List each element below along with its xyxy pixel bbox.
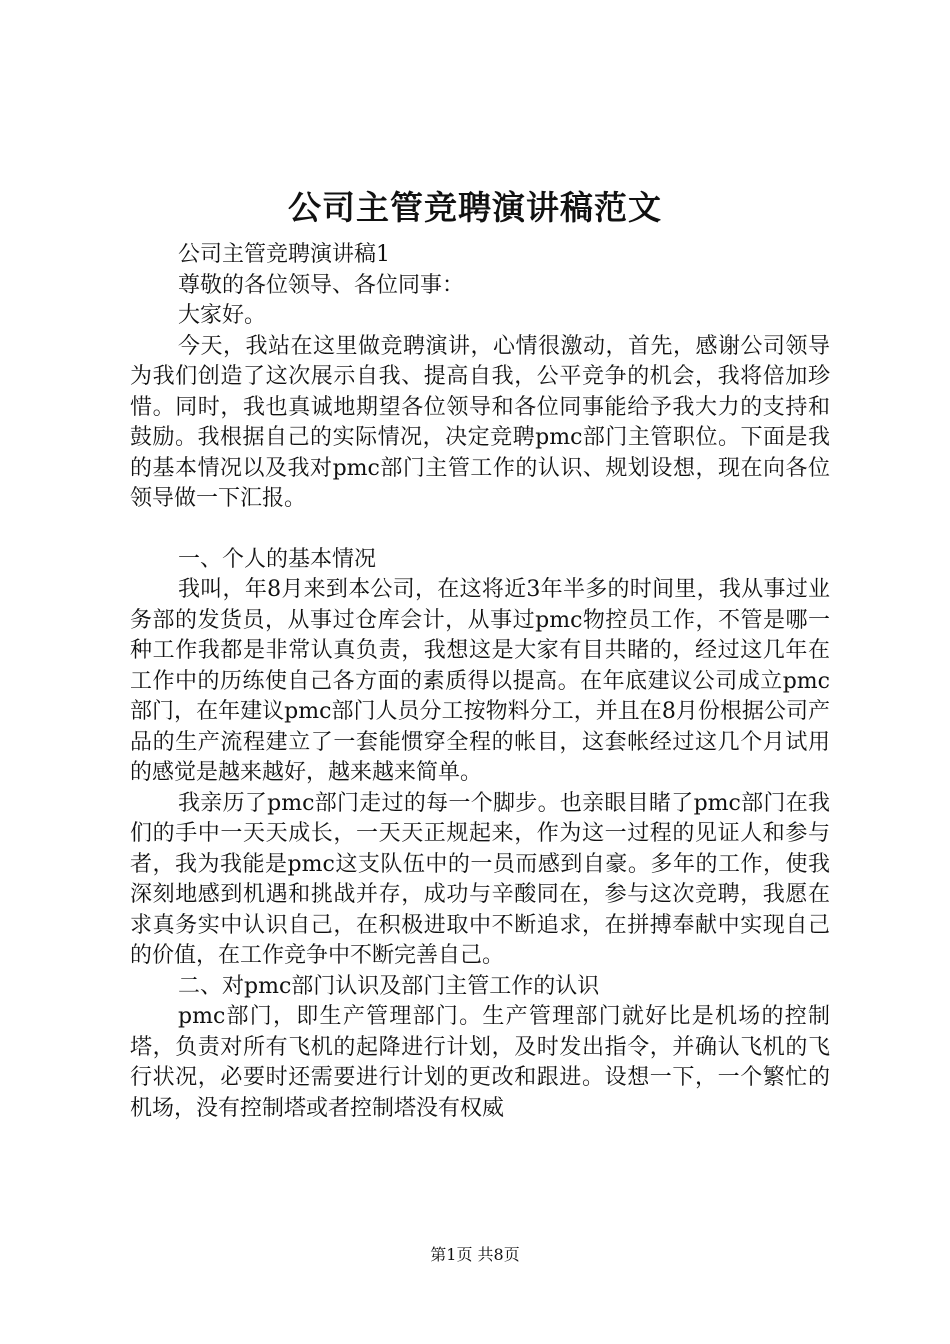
body-paragraph: pmc部门，即生产管理部门。生产管理部门就好比是机场的控制塔，负责对所有飞机的起降进行计划，及时发出指令，并确认飞机的飞行状况，必要时还需要进行计划的更改和跟进。设想一下，一个繁忙的机场，没有控制塔或者控制塔没有权威 (130, 1004, 830, 1121)
body-paragraph: 今天，我站在这里做竞聘演讲，心情很激动，首先，感谢公司领导为我们创造了这次展示自我、提高自我，公平竞争的机会，我将倍加珍惜。同时，我也真诚地期望各位领导和各位同事能给予我大力的支持和鼓励。我根据自己的实际情况，决定竞聘pmc部门主管职位。下面是我的基本情况以及我对pmc部门主管工作的认识、规划设想，现在向各位领导做一下汇报。 (130, 333, 830, 511)
paragraph-spacer (130, 515, 830, 545)
section-heading: 一、个人的基本情况 (178, 546, 377, 572)
body-paragraph: 我亲历了pmc部门走过的每一个脚步。也亲眼目睹了pmc部门在我们的手中一天天成长，一天天正规起来，作为这一过程的见证人和参与者，我为我能是pmc这支队伍中的一员而感到自豪。多年的工作，使我深刻地感到机遇和挑战并存，成功与辛酸同在，参与这次竞聘，我愿在求真务实中认识自己，在积极进取中不断追求，在拼搏奉献中实现自己的价值，在工作竞争中不断完善自己。 (130, 790, 830, 968)
greeting: 大家好。 (178, 303, 267, 328)
salutation: 尊敬的各位领导、各位同事： (178, 272, 465, 298)
document-body (130, 240, 830, 1124)
page-footer: 第1页 共8页 (430, 1245, 520, 1264)
document-title: 公司主管竞聘演讲稿范文 (288, 188, 662, 227)
section-heading: 公司主管竞聘演讲稿1 (178, 242, 390, 267)
body-paragraph: 我叫，年8月来到本公司，在这将近3年半多的时间里，我从事过业务部的发货员，从事过仓库会计，从事过pmc物控员工作，不管是哪一种工作我都是非常认真负责，我想这是大家有目共睹的，经过这几年在工作中的历练使自己各方面的素质得以提高。在年底建议公司成立pmc部门，在年建议pmc部门人员分工按物料分工，并且在8月份根据公司产品的生产流程建立了一套能惯穿全程的帐目，这套帐经过这几个月试用的感觉是越来越好，越来越来简单。 (130, 577, 830, 785)
section-heading: 二、对pmc部门认识及部门主管工作的认识 (178, 973, 600, 999)
